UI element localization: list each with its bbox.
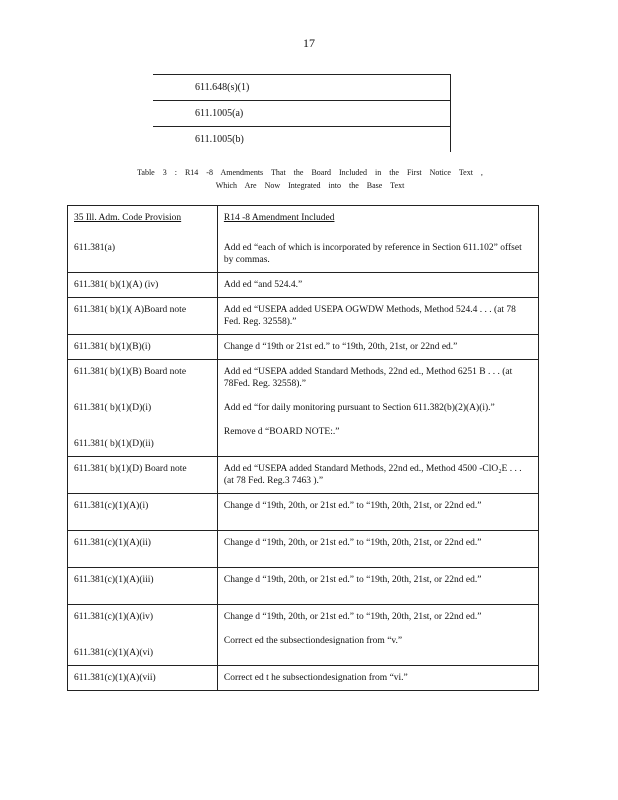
provision-cell bbox=[68, 531, 218, 568]
citation-row bbox=[153, 75, 451, 101]
provision-cell bbox=[68, 273, 218, 298]
row-provision: 611.381( b)(1)(D)(ii) bbox=[74, 439, 154, 449]
table-row bbox=[68, 568, 539, 605]
row-amendment: Correct ed the subsectiondesignation from “v.” bbox=[223, 636, 403, 646]
provision-cell bbox=[68, 298, 218, 335]
citation-row bbox=[153, 127, 451, 153]
amendment-cell bbox=[217, 360, 538, 457]
citation-list bbox=[153, 74, 451, 152]
row-provision: 611.381(c)(1)(A)(iii) bbox=[74, 575, 154, 585]
table-row bbox=[68, 666, 539, 691]
row-provision: 611.381( b)(1)(D) Board note bbox=[74, 464, 187, 474]
row-provision: 611.381(c)(1)(A)(vi) bbox=[74, 648, 154, 658]
row-provision: 611.381( b)(1)(D)(i) bbox=[74, 403, 152, 413]
row-amendment: Change d “19th or 21st ed.” to “19th, 20th, 21st, or 22nd ed.” bbox=[223, 342, 458, 352]
table-row bbox=[68, 457, 539, 494]
row-provision: 611.381(c)(1)(A)(ii) bbox=[74, 538, 151, 548]
amendment-cell bbox=[217, 335, 538, 360]
citation-cell: 611.1005(a) bbox=[153, 101, 451, 127]
row-amendment: Add ed “and 524.4.” bbox=[223, 280, 303, 290]
table-row bbox=[68, 273, 539, 298]
row-provision: 611.381(c)(1)(A)(iv) bbox=[74, 612, 154, 622]
table-header-row bbox=[68, 206, 539, 273]
row-provision: 611.381( b)(1)( A)Board note bbox=[74, 305, 187, 315]
row-amendment: Add ed “for daily monitoring pursuant to Section 611.382(b)(2)(A)(i).” bbox=[223, 403, 495, 413]
header-amendment-text: R14 -8 Amendment Included bbox=[223, 213, 335, 223]
table-row bbox=[68, 298, 539, 335]
table-row bbox=[68, 335, 539, 360]
page-number: 17 bbox=[303, 36, 315, 50]
caption-line-2: Which Are Now Integrated into the Base Text bbox=[215, 181, 405, 190]
row-amendment: Change d “19th, 20th, or 21st ed.” to “19th, 20th, 21st, or 22nd ed.” bbox=[223, 612, 482, 622]
header-provision-text: 35 Ill. Adm. Code Provision bbox=[74, 213, 182, 223]
row-provision: 611.381(a) bbox=[74, 243, 116, 253]
provision-cell bbox=[68, 605, 218, 666]
row-amendment: Correct ed t he subsectiondesignation from “vi.” bbox=[223, 673, 408, 683]
row-amendment: Remove d “BOARD NOTE:.” bbox=[223, 427, 340, 437]
amendment-cell bbox=[217, 531, 538, 568]
provision-cell bbox=[68, 457, 218, 494]
header-cell-amendment bbox=[217, 206, 538, 273]
amendment-cell bbox=[217, 494, 538, 531]
table-row bbox=[68, 360, 539, 457]
provision-cell bbox=[68, 568, 218, 605]
citation-cell: 611.648(s)(1) bbox=[153, 75, 451, 101]
provision-cell bbox=[68, 335, 218, 360]
row-provision: 611.381(c)(1)(A)(vii) bbox=[74, 673, 156, 683]
row-amendment: Add ed “USEPA added Standard Methods, 22nd ed., Method 4500 -ClO₂E . . . (at 78 Fed. Reg.3 7463 ).” bbox=[223, 464, 522, 486]
amendment-cell bbox=[217, 605, 538, 666]
table-caption bbox=[80, 166, 540, 192]
row-amendment: Change d “19th, 20th, or 21st ed.” to “19th, 20th, 21st, or 22nd ed.” bbox=[223, 538, 482, 548]
row-provision: 611.381( b)(1)(A) (iv) bbox=[74, 280, 159, 290]
row-amendment: Add ed “each of which is incorporated by reference in Section 611.102” offset by commas. bbox=[223, 243, 522, 265]
header-cell-provision bbox=[68, 206, 218, 273]
amendment-cell bbox=[217, 457, 538, 494]
citation-row bbox=[153, 101, 451, 127]
amendment-cell bbox=[217, 666, 538, 691]
amendments-table bbox=[67, 205, 539, 691]
row-amendment: Add ed “USEPA added USEPA OGWDW Methods, Method 524.4 . . . (at 78 Fed. Reg. 32558).” bbox=[223, 305, 516, 327]
row-amendment: Add ed “USEPA added Standard Methods, 22nd ed., Method 6251 B . . . (at 78Fed. Reg. 32558).” bbox=[223, 367, 513, 389]
citation-cell: 611.1005(b) bbox=[153, 127, 451, 153]
row-amendment: Change d “19th, 20th, or 21st ed.” to “19th, 20th, 21st, or 22nd ed.” bbox=[223, 501, 482, 511]
provision-cell bbox=[68, 666, 218, 691]
row-provision: 611.381( b)(1)(B) Board note bbox=[74, 367, 187, 377]
row-amendment: Change d “19th, 20th, or 21st ed.” to “19th, 20th, 21st, or 22nd ed.” bbox=[223, 575, 482, 585]
caption-line-1: Table 3 : R14 -8 Amendments That the Board Included in the First Notice Text , bbox=[137, 168, 483, 177]
amendment-cell bbox=[217, 298, 538, 335]
table-row bbox=[68, 605, 539, 666]
table-row bbox=[68, 494, 539, 531]
row-provision: 611.381(c)(1)(A)(i) bbox=[74, 501, 149, 511]
amendment-cell bbox=[217, 568, 538, 605]
provision-cell bbox=[68, 360, 218, 457]
provision-cell bbox=[68, 494, 218, 531]
row-provision: 611.381( b)(1)(B)(i) bbox=[74, 342, 151, 352]
amendment-cell bbox=[217, 273, 538, 298]
table-row bbox=[68, 531, 539, 568]
